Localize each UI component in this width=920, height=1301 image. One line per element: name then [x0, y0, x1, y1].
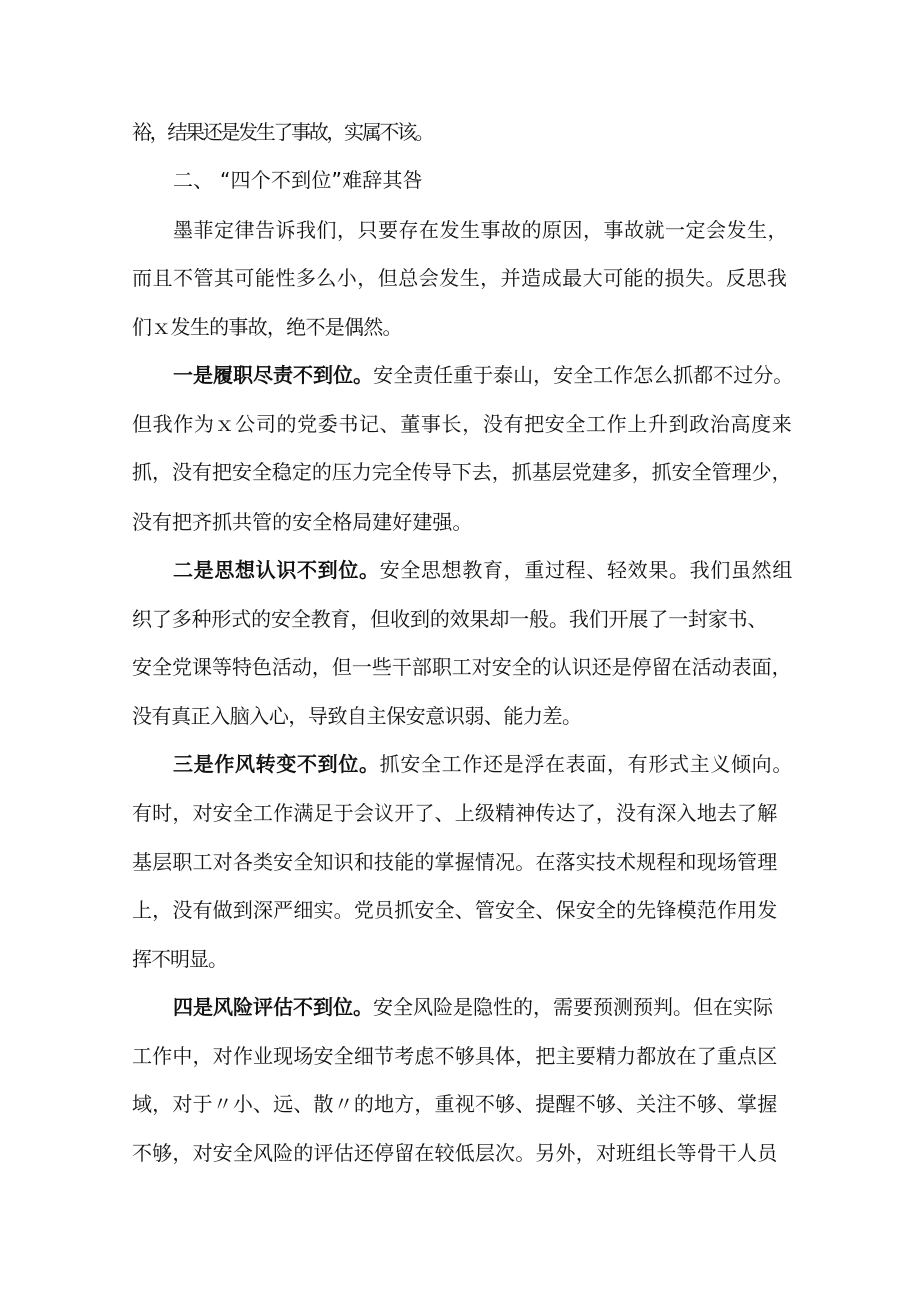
- text-line: [132, 801, 777, 825]
- text-line: [173, 752, 793, 776]
- line-text: 抓安全工作还是浮在表面，有形式主义倾向。: [379, 752, 794, 776]
- paragraph-lead: 三是作风转变不到位。: [173, 752, 380, 776]
- text-line: [173, 995, 773, 1019]
- line-text: 不够，对安全风险的评估还停留在较低层次。另外，对班组长等骨干人员: [132, 1141, 778, 1165]
- paragraph-lead: 一是履职尽责不到位。: [173, 363, 374, 387]
- line-text: 安全责任重于泰山，安全工作怎么抓都不过分。: [373, 363, 794, 387]
- text-line: [173, 558, 793, 582]
- text-line: [132, 607, 767, 631]
- text-line: [132, 898, 777, 922]
- line-text: 抓，没有把安全稳定的压力完全传导下去，抓基层党建多，抓安全管理少，: [132, 460, 792, 484]
- text-line: [132, 947, 227, 971]
- line-text: 没有真正入脑入心，导致自主保安意识弱、能力差。: [132, 704, 582, 728]
- line-text: 但我作为ｘ公司的党委书记、董事长，没有把安全工作上升到政治高度来: [132, 412, 793, 436]
- line-text: 基层职工对各类安全知识和技能的掌握情况。在落实技术规程和现场管理: [132, 850, 778, 874]
- line-text: 而且不管其可能性多么小，但总会发生，并造成最大可能的损失。反思我: [132, 266, 788, 290]
- text-line: [173, 218, 788, 242]
- text-line: [132, 1044, 777, 1068]
- paragraph-lead: 四是风险评估不到位。: [173, 995, 373, 1019]
- line-text: 挥不明显。: [132, 947, 227, 971]
- line-text: 裕，结果还是发生了事故，实属不该。: [132, 120, 433, 144]
- line-text: 安全党课等特色活动，但一些干部职工对安全的认识还是停留在活动表面，: [132, 655, 792, 679]
- line-text: 们ｘ发生的事故，绝不是偶然。: [132, 315, 402, 339]
- text-line: [132, 704, 582, 728]
- line-text: 没有把齐抓共管的安全格局建好建强。: [132, 510, 473, 534]
- line-text: 域，对于〃小、远、散〃的地方，重视不够、提醒不够、关注不够、掌握: [132, 1092, 778, 1116]
- text-line: [132, 850, 777, 874]
- text-line: [132, 266, 787, 290]
- text-line: [132, 412, 792, 436]
- line-text: 安全风险是隐性的，需要预测预判。但在实际: [373, 995, 773, 1019]
- section-heading: [173, 168, 423, 192]
- text-line: [132, 315, 402, 339]
- text-line: [132, 510, 472, 534]
- text-line: [132, 120, 432, 144]
- line-text: 二、 “四个不到位”难辞其咎: [173, 168, 423, 192]
- line-text: 墨菲定律告诉我们，只要存在发生事故的原因，事故就一定会发生，: [173, 218, 788, 242]
- text-line: [132, 655, 792, 679]
- line-text: 有时，对安全工作满足于会议开了、上级精神传达了，没有深入地去了解: [132, 801, 778, 825]
- line-text: 织了多种形式的安全教育，但收到的效果却一般。我们开展了一封家书、: [132, 607, 768, 631]
- line-text: 上，没有做到深严细实。党员抓安全、管安全、保安全的先锋模范作用发: [132, 898, 778, 922]
- paragraph-lead: 二是思想认识不到位。: [173, 558, 380, 582]
- line-text: 安全思想教育，重过程、轻效果。我们虽然组: [379, 558, 794, 582]
- text-line: [173, 363, 793, 387]
- text-line: [132, 1141, 777, 1165]
- text-line: [132, 460, 792, 484]
- text-line: [132, 1092, 777, 1116]
- line-text: 工作中，对作业现场安全细节考虑不够具体，把主要精力都放在了重点区: [132, 1044, 778, 1068]
